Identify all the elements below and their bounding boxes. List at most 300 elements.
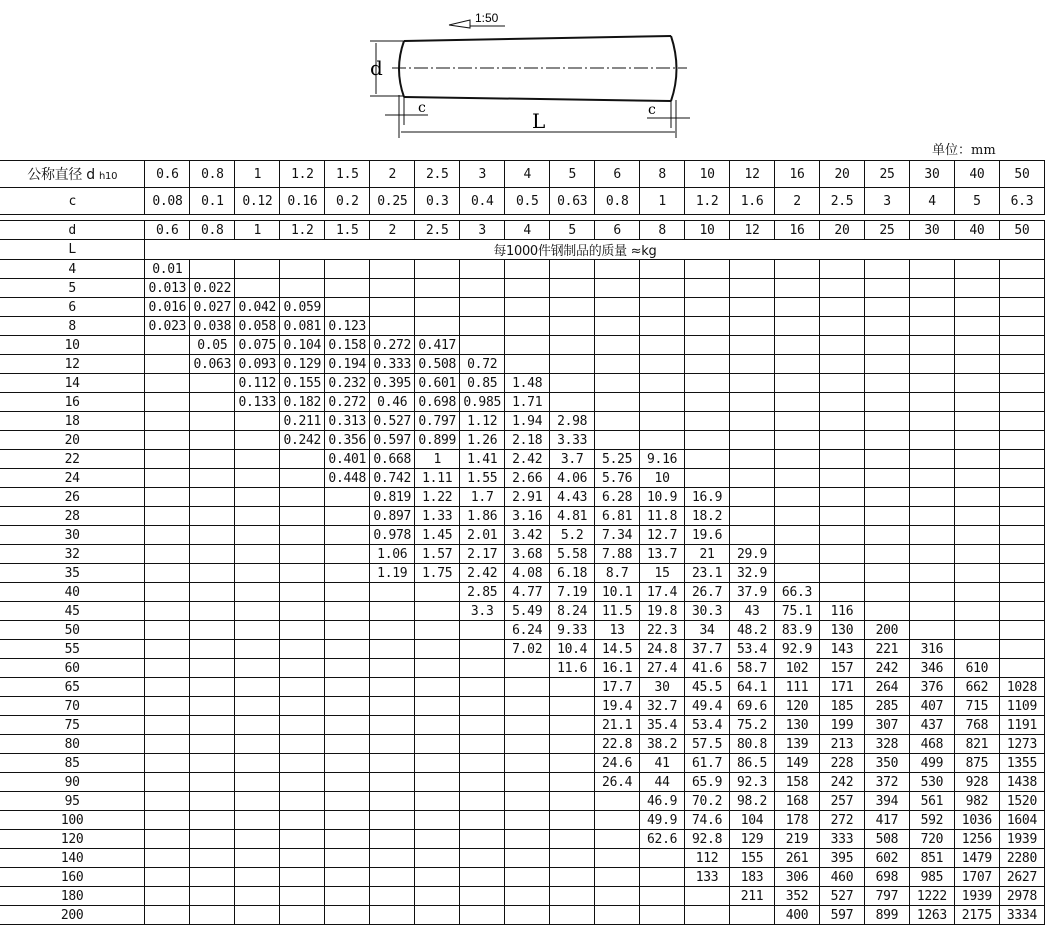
length-cell: 8 [0,317,145,336]
mass-cell: 2978 [999,887,1044,906]
mass-cell: 0.819 [370,488,415,507]
d-cell: 2.5 [415,221,460,240]
mass-cell: 2.01 [460,526,505,545]
mass-cell [505,792,550,811]
table-row [0,849,1045,868]
nominal-d-cell: 1.2 [280,161,325,188]
mass-cell [775,526,820,545]
d-cell: 30 [909,221,954,240]
mass-cell [235,754,280,773]
mass-cell: 3.16 [505,507,550,526]
mass-cell [190,659,235,678]
mass-cell [550,678,595,697]
mass-cell [145,450,190,469]
mass-cell: 0.232 [325,374,370,393]
mass-cell [550,868,595,887]
mass-cell: 17.4 [640,583,685,602]
mass-cell: 211 [730,887,775,906]
mass-cell [235,507,280,526]
mass-cell [325,545,370,564]
mass-cell [415,906,460,925]
mass-cell [280,488,325,507]
mass-cell [325,583,370,602]
mass-cell [280,526,325,545]
mass-cell [235,830,280,849]
length-cell: 200 [0,906,145,925]
d-cell: 8 [640,221,685,240]
mass-cell: 0.272 [370,336,415,355]
mass-cell [370,659,415,678]
mass-cell [280,583,325,602]
mass-cell [280,469,325,488]
mass-cell: 1.45 [415,526,460,545]
mass-cell [370,735,415,754]
mass-cell [190,545,235,564]
mass-cell [954,640,999,659]
mass-cell [595,279,640,298]
length-cell: 24 [0,469,145,488]
mass-cell [864,317,909,336]
mass-cell: 0.075 [235,336,280,355]
mass-cell [460,298,505,317]
mass-cell: 1.7 [460,488,505,507]
mass-cell [550,887,595,906]
table-row [0,317,1045,336]
mass-cell [235,488,280,507]
mass-cell [235,583,280,602]
mass-cell [999,298,1044,317]
mass-cell: 1479 [954,849,999,868]
mass-cell [325,811,370,830]
mass-cell: 417 [864,811,909,830]
mass-cell [460,906,505,925]
mass-cell [235,773,280,792]
mass-cell [460,260,505,279]
nominal-label-text: 公称直径 d [27,167,95,183]
mass-cell [999,336,1044,355]
mass-cell [505,336,550,355]
mass-cell [595,336,640,355]
mass-cell [864,355,909,374]
mass-cell [325,526,370,545]
mass-cell [190,564,235,583]
length-cell: 5 [0,279,145,298]
mass-cell [190,716,235,735]
length-cell: 6 [0,298,145,317]
mass-cell [235,260,280,279]
mass-cell [370,279,415,298]
mass-cell [235,716,280,735]
mass-cell: 2175 [954,906,999,925]
mass-cell: 3.68 [505,545,550,564]
mass-cell: 0.333 [370,355,415,374]
mass-cell [280,640,325,659]
mass-cell [280,735,325,754]
mass-cell [460,640,505,659]
mass-cell: 0.668 [370,450,415,469]
unit-label: 单位：mm [932,143,996,158]
mass-cell: 41.6 [685,659,730,678]
mass-cell: 8.24 [550,602,595,621]
mass-cell [370,849,415,868]
mass-cell [145,412,190,431]
mass-cell [595,792,640,811]
mass-cell [190,640,235,659]
mass-cell [730,317,775,336]
mass-cell [280,830,325,849]
mass-cell [190,621,235,640]
mass-cell [235,792,280,811]
nominal-d-cell: 0.8 [190,161,235,188]
mass-cell: 1.22 [415,488,460,507]
mass-cell [325,773,370,792]
mass-cell: 9.16 [640,450,685,469]
mass-cell [145,507,190,526]
mass-cell [145,393,190,412]
mass-cell [685,431,730,450]
mass-cell [415,887,460,906]
mass-cell: 333 [819,830,864,849]
mass-cell: 0.133 [235,393,280,412]
mass-cell: 1222 [909,887,954,906]
nominal-diameter-label [0,161,145,188]
mass-cell: 53.4 [730,640,775,659]
mass-cell: 37.9 [730,583,775,602]
mass-cell [505,735,550,754]
mass-cell [280,811,325,830]
mass-cell: 316 [909,640,954,659]
mass-cell: 70.2 [685,792,730,811]
nominal-d-cell: 30 [909,161,954,188]
mass-cell: 4.06 [550,469,595,488]
chamfer-c-cell: 0.16 [280,188,325,215]
d-cell: 0.8 [190,221,235,240]
mass-cell: 15 [640,564,685,583]
table-row [0,488,1045,507]
mass-cell: 112 [685,849,730,868]
mass-cell: 597 [819,906,864,925]
mass-cell [145,659,190,678]
mass-cell [775,355,820,374]
mass-cell: 1.06 [370,545,415,564]
mass-cell [775,412,820,431]
mass-cell [190,602,235,621]
chamfer-c-cell: 0.5 [505,188,550,215]
mass-cell [999,393,1044,412]
tolerance-text: h10 [98,171,118,182]
mass-cell: 130 [775,716,820,735]
mass-cell [685,906,730,925]
table-row [0,735,1045,754]
mass-cell [325,659,370,678]
mass-cell [685,298,730,317]
mass-cell [325,279,370,298]
mass-cell: 1939 [999,830,1044,849]
mass-cell [460,773,505,792]
mass-cell [235,602,280,621]
mass-cell [999,507,1044,526]
taper-pin-icon [360,0,700,150]
mass-cell [550,754,595,773]
mass-cell [550,849,595,868]
mass-cell [775,393,820,412]
mass-cell [415,602,460,621]
mass-cell [595,906,640,925]
mass-cell: 328 [864,735,909,754]
mass-cell: 13 [595,621,640,640]
length-cell: 30 [0,526,145,545]
d-cell: 1.5 [325,221,370,240]
mass-cell [370,640,415,659]
mass-cell [280,450,325,469]
mass-cell [190,773,235,792]
mass-cell: 5.49 [505,602,550,621]
mass-cell [909,621,954,640]
length-cell: 50 [0,621,145,640]
mass-cell [415,849,460,868]
mass-cell: 5.76 [595,469,640,488]
chamfer-c-cell: 5 [954,188,999,215]
table-row [0,355,1045,374]
chamfer-c-cell: 3 [865,188,910,215]
mass-cell [370,716,415,735]
mass-cell: 3334 [999,906,1044,925]
mass-cell: 37.7 [685,640,730,659]
mass-cell [280,602,325,621]
mass-cell [730,298,775,317]
d-cell: 4 [505,221,550,240]
mass-note: 每1000件钢制品的质量 ≈kg [145,240,1045,260]
mass-cell: 32.7 [640,697,685,716]
mass-cell [415,811,460,830]
mass-cell [460,659,505,678]
mass-cell: 257 [819,792,864,811]
mass-cell: 0.978 [370,526,415,545]
length-cell: 160 [0,868,145,887]
spec-header-table [0,160,1045,215]
mass-cell [325,298,370,317]
mass-cell [819,336,864,355]
mass-cell: 61.7 [685,754,730,773]
mass-cell [370,792,415,811]
mass-cell [460,868,505,887]
mass-cell: 130 [819,621,864,640]
mass-cell [505,697,550,716]
mass-cell: 1520 [999,792,1044,811]
mass-cell: 221 [864,640,909,659]
mass-cell [819,279,864,298]
mass-cell: 35.4 [640,716,685,735]
mass-cell: 158 [775,773,820,792]
mass-cell [864,602,909,621]
mass-cell: 1.26 [460,431,505,450]
mass-cell [505,260,550,279]
nominal-d-cell: 40 [954,161,999,188]
mass-cell [235,412,280,431]
mass-cell [864,450,909,469]
mass-cell [325,697,370,716]
d-cell: 10 [685,221,730,240]
mass-cell [505,279,550,298]
table-row [0,450,1045,469]
mass-cell: 0.059 [280,298,325,317]
mass-cell [280,621,325,640]
mass-cell: 0.194 [325,355,370,374]
mass-cell: 0.123 [325,317,370,336]
mass-cell [640,298,685,317]
mass-cell [235,678,280,697]
mass-cell [775,564,820,583]
chamfer-c-cell: 6.3 [999,188,1044,215]
mass-cell: 0.601 [415,374,460,393]
mass-cell [370,317,415,336]
mass-cell: 49.4 [685,697,730,716]
nominal-d-cell: 0.6 [145,161,190,188]
mass-cell: 5.58 [550,545,595,564]
mass-cell [460,621,505,640]
mass-cell [730,488,775,507]
table-row [0,773,1045,792]
mass-cell [370,906,415,925]
mass-cell [999,317,1044,336]
mass-cell [190,431,235,450]
mass-cell: 0.022 [190,279,235,298]
mass-cell: 57.5 [685,735,730,754]
mass-cell: 6.24 [505,621,550,640]
mass-cell: 0.013 [145,279,190,298]
mass-cell: 16.1 [595,659,640,678]
mass-cell [954,621,999,640]
mass-cell [595,317,640,336]
nominal-diameter-row [0,161,1045,188]
length-cell: 60 [0,659,145,678]
mass-cell: 2627 [999,868,1044,887]
mass-cell: 171 [819,678,864,697]
mass-cell [954,279,999,298]
mass-cell [775,279,820,298]
mass-cell [505,716,550,735]
mass-cell [145,868,190,887]
mass-cell [190,754,235,773]
length-cell: 4 [0,260,145,279]
mass-cell: 1939 [954,887,999,906]
mass-cell [999,659,1044,678]
table-row [0,906,1045,925]
mass-cell [730,431,775,450]
chamfer-c-cell: 1.2 [685,188,730,215]
table-row [0,640,1045,659]
mass-cell [999,469,1044,488]
length-cell: 14 [0,374,145,393]
mass-cell [730,374,775,393]
mass-cell: 7.34 [595,526,640,545]
mass-cell [280,279,325,298]
chamfer-c-cell: 0.63 [550,188,595,215]
mass-cell: 1.48 [505,374,550,393]
mass-cell [190,849,235,868]
mass-cell: 0.417 [415,336,460,355]
mass-cell: 32.9 [730,564,775,583]
d-cell: 20 [819,221,864,240]
mass-cell [280,868,325,887]
mass-cell: 0.038 [190,317,235,336]
mass-cell: 139 [775,735,820,754]
mass-cell [864,564,909,583]
mass-cell [595,849,640,868]
mass-cell: 7.02 [505,640,550,659]
mass-cell [954,564,999,583]
mass-cell: 4.08 [505,564,550,583]
mass-cell [325,906,370,925]
mass-cell [145,830,190,849]
mass-cell: 0.023 [145,317,190,336]
mass-cell: 75.2 [730,716,775,735]
mass-cell: 0.899 [415,431,460,450]
mass-cell [415,260,460,279]
table-row [0,754,1045,773]
mass-cell [145,488,190,507]
mass-cell [954,260,999,279]
mass-cell [370,298,415,317]
mass-cell [280,260,325,279]
mass-cell [954,393,999,412]
mass-cell [280,678,325,697]
table-row [0,526,1045,545]
mass-cell [370,621,415,640]
nominal-d-cell: 2.5 [415,161,460,188]
length-cell: 20 [0,431,145,450]
mass-cell [999,279,1044,298]
mass-cell: 400 [775,906,820,925]
mass-cell: 0.985 [460,393,505,412]
mass-cell [235,431,280,450]
mass-cell [954,431,999,450]
mass-cell: 394 [864,792,909,811]
nominal-d-cell: 20 [820,161,865,188]
mass-cell [775,317,820,336]
svg-text:d: d [370,56,383,80]
mass-cell [954,450,999,469]
mass-cell: 0.313 [325,412,370,431]
mass-cell: 219 [775,830,820,849]
mass-cell [325,868,370,887]
mass-cell [640,849,685,868]
mass-cell: 0.46 [370,393,415,412]
chamfer-c-cell: 0.08 [145,188,190,215]
mass-cell [190,526,235,545]
mass-cell [819,545,864,564]
mass-cell [190,260,235,279]
length-cell: 45 [0,602,145,621]
mass-cell [460,317,505,336]
mass-cell [280,754,325,773]
mass-cell [145,545,190,564]
mass-cell [909,450,954,469]
mass-cell: 30.3 [685,602,730,621]
mass-cell [550,355,595,374]
mass-cell: 10.4 [550,640,595,659]
mass-cell: 0.597 [370,431,415,450]
mass-cell [325,507,370,526]
mass-cell [595,298,640,317]
mass-cell [460,887,505,906]
mass-cell [819,317,864,336]
mass-cell [145,754,190,773]
mass-cell [909,431,954,450]
mass-cell [954,469,999,488]
table-row [0,621,1045,640]
mass-cell [370,811,415,830]
